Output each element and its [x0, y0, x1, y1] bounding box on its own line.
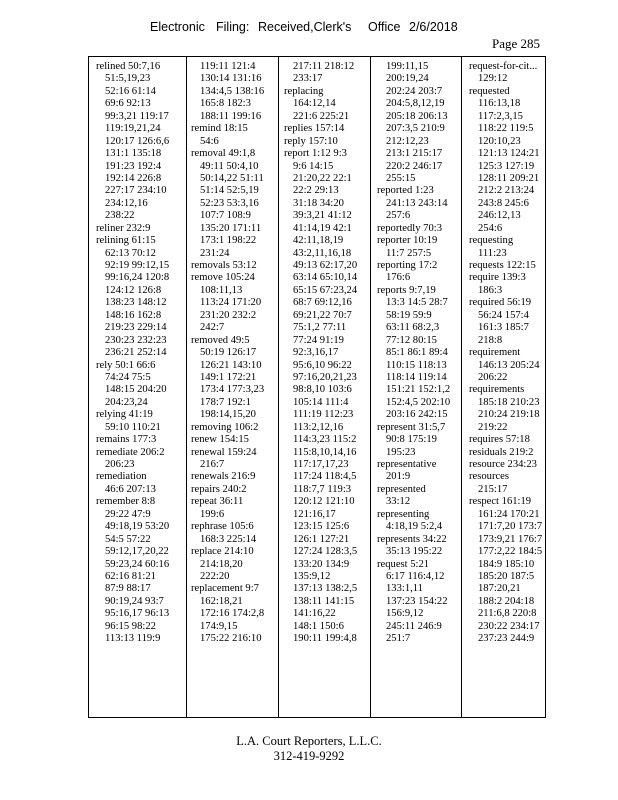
index-reference: 133:20 134:9 [293, 558, 350, 570]
index-reference: 233:17 [293, 73, 323, 85]
index-reference: 185:20 187:5 [478, 570, 535, 582]
index-reference: 162:18,21 [200, 595, 243, 607]
index-reference: 22:2 29:13 [293, 185, 339, 197]
index-reference: 114:3,23 115:2 [293, 434, 357, 446]
index-term: relined 50:7,16 [96, 61, 161, 72]
index-reference: 119:11 121:4 [200, 61, 256, 72]
index-reference: 137:13 138:2,5 [293, 583, 358, 595]
index-reference: 124:12 126:8 [105, 284, 162, 296]
index-reference: 204:23,24 [105, 396, 148, 408]
index-term: repeat 36:11 [191, 496, 244, 508]
index-reference: 213:1 215:17 [386, 148, 443, 160]
index-term: requesting [469, 235, 514, 247]
index-reference: 255:15 [386, 172, 416, 184]
index-term: remember 8:8 [96, 496, 156, 508]
index-reference: 135:9,12 [293, 570, 331, 582]
index-reference: 69:21,22 70:7 [293, 309, 352, 321]
stamp-word-filing: Filing: [216, 20, 250, 34]
index-reference: 173:4 177:3,23 [200, 384, 265, 396]
index-term: reporting 17:2 [377, 260, 438, 271]
index-reference: 118:14 119:14 [386, 371, 447, 383]
index-column-5 [469, 61, 547, 717]
index-reference: 210:24 219:18 [478, 409, 540, 421]
index-reference: 165:8 182:3 [200, 98, 251, 110]
index-term: reports 9:7,19 [377, 284, 436, 296]
index-reference: 59:23,24 60:16 [105, 558, 170, 570]
index-reference: 198:14,15,20 [200, 409, 256, 421]
index-reference: 115:8,10,14,16 [293, 446, 357, 458]
index-reference: 97:16,20,21,23 [293, 371, 357, 383]
index-reference: 111:19 112:23 [293, 409, 354, 421]
index-reference: 187:20,21 [478, 583, 521, 595]
index-term: replace 214:10 [191, 546, 254, 558]
index-reference: 216:7 [200, 459, 225, 470]
index-reference: 190:11 199:4,8 [293, 633, 357, 645]
index-reference: 172:16 174:2,8 [200, 608, 265, 620]
index-reference: 251:7 [386, 633, 411, 645]
column-divider [186, 57, 187, 717]
column-divider [461, 57, 462, 717]
index-reference: 188:11 199:16 [200, 110, 262, 122]
index-reference: 120:12 121:10 [293, 496, 355, 508]
index-reference: 214:18,20 [200, 558, 243, 570]
index-term: replacing [284, 85, 324, 97]
index-term: represented [377, 483, 426, 495]
index-reference: 111:23 [478, 247, 507, 259]
stamp-word-electronic: Electronic [150, 20, 205, 34]
index-reference: 222:20 [200, 570, 230, 582]
index-reference: 175:22 216:10 [200, 633, 262, 645]
word-index-box [88, 56, 546, 718]
index-reference: 131:1 135:18 [105, 148, 162, 160]
index-reference: 205:18 206:13 [386, 110, 448, 122]
index-reference: 96:15 98:22 [105, 620, 156, 632]
index-reference: 117:2,3,15 [478, 110, 523, 122]
index-reference: 151:21 152:1,2 [386, 384, 451, 396]
index-reference: 120:10,23 [478, 135, 521, 147]
index-reference: 49:11 50:4,10 [200, 160, 259, 172]
index-term: renew 154:15 [191, 434, 249, 446]
index-reference: 212:12,23 [386, 135, 429, 147]
index-term: replies 157:14 [284, 123, 345, 135]
index-term: renewal 159:24 [191, 446, 257, 458]
index-term: removal 49:1,8 [191, 148, 256, 160]
index-reference: 118:22 119:5 [478, 123, 534, 135]
index-term: represents 34:22 [377, 533, 447, 545]
index-reference: 126:1 127:21 [293, 533, 350, 545]
index-reference: 241:13 243:14 [386, 197, 448, 209]
index-reference: 148:16 162:8 [105, 309, 162, 321]
index-reference: 173:9,21 176:7 [478, 533, 543, 545]
index-reference: 237:23 244:9 [478, 633, 535, 645]
index-reference: 33:12 [386, 496, 411, 508]
index-reference: 87:9 88:17 [105, 583, 151, 595]
index-term: require 139:3 [469, 272, 526, 284]
index-reference: 59:10 110:21 [105, 421, 161, 433]
index-reference: 68:7 69:12,16 [293, 297, 352, 309]
index-reference: 201:9 [386, 471, 411, 483]
index-term: request 5:21 [377, 558, 430, 570]
index-reference: 63:14 65:10,14 [293, 272, 358, 284]
index-term: removing 106:2 [191, 421, 259, 433]
index-column-2 [191, 61, 281, 717]
index-reference: 148:15 204:20 [105, 384, 167, 396]
index-reference: 110:15 118:13 [386, 359, 447, 371]
index-reference: 206:22 [478, 371, 508, 383]
index-term: replacement 9:7 [191, 583, 259, 595]
index-reference: 206:23 [105, 459, 135, 470]
index-term: requested [469, 85, 510, 97]
index-term: relining 61:15 [96, 235, 156, 247]
index-reference: 129:12 [478, 73, 508, 85]
page-number: Page 285 [492, 36, 541, 51]
index-reference: 202:24 203:7 [386, 85, 443, 97]
index-reference: 204:5,8,12,19 [386, 98, 445, 110]
index-reference: 192:14 226:8 [105, 172, 162, 184]
index-reference: 54:6 [200, 135, 219, 147]
index-reference: 138:11 141:15 [293, 595, 355, 607]
index-term: representing [377, 508, 430, 520]
index-reference: 50:14,22 51:11 [200, 172, 264, 184]
index-term: representative [377, 459, 437, 470]
index-reference: 9:6 14:15 [293, 160, 334, 172]
index-reference: 195:23 [386, 446, 416, 458]
index-term: requirement [469, 347, 521, 359]
index-reference: 77:12 80:15 [386, 334, 437, 346]
index-term: reportedly 70:3 [377, 222, 443, 234]
index-reference: 231:24 [200, 247, 230, 259]
index-reference: 212:2 213:24 [478, 185, 535, 197]
index-reference: 168:3 225:14 [200, 533, 257, 545]
index-reference: 113:2,12,16 [293, 421, 344, 433]
index-term: reliner 232:9 [96, 222, 151, 234]
index-reference: 117:24 118:4,5 [293, 471, 357, 483]
index-reference: 95:6,10 96:22 [293, 359, 352, 371]
index-reference: 200:19,24 [386, 73, 429, 85]
index-column-3 [284, 61, 374, 717]
index-term: remind 18:15 [191, 123, 248, 135]
index-reference: 164:12,14 [293, 98, 336, 110]
index-term: requirements [469, 384, 525, 396]
index-reference: 211:6,8 220:8 [478, 608, 537, 620]
stamp-word-date: 2/6/2018 [409, 20, 458, 34]
index-reference: 95:16,17 96:13 [105, 608, 170, 620]
index-reference: 171:7,20 173:7 [478, 521, 543, 533]
index-reference: 118:7,7 119:3 [293, 483, 352, 495]
index-reference: 174:9,15 [200, 620, 238, 632]
index-reference: 39:3,21 41:12 [293, 210, 352, 222]
index-reference: 49:18,19 53:20 [105, 521, 170, 533]
index-reference: 242:7 [200, 322, 225, 334]
index-reference: 123:15 125:6 [293, 521, 350, 533]
stamp-word-received: Received,Clerk's [258, 20, 352, 34]
index-reference: 231:20 232:2 [200, 309, 257, 321]
index-reference: 63:11 68:2,3 [386, 322, 440, 334]
index-reference: 121:16,17 [293, 508, 336, 520]
index-reference: 217:11 218:12 [293, 61, 355, 72]
index-reference: 50:19 126:17 [200, 347, 257, 359]
index-reference: 52:16 61:14 [105, 85, 156, 97]
index-term: removed 49:5 [191, 334, 250, 346]
index-reference: 113:13 119:9 [105, 633, 161, 645]
index-reference: 11:7 257:5 [386, 247, 432, 259]
index-term: respect 161:19 [469, 496, 532, 508]
index-reference: 220:2 246:17 [386, 160, 443, 172]
index-reference: 178:7 192:1 [200, 396, 251, 408]
index-reference: 218:8 [478, 334, 503, 346]
index-term: residuals 219:2 [469, 446, 534, 458]
index-reference: 246:12,13 [478, 210, 521, 222]
index-term: repairs 240:2 [191, 483, 247, 495]
index-reference: 134:4,5 138:16 [200, 85, 265, 97]
index-reference: 99:3,21 119:17 [105, 110, 169, 122]
index-term: removals 53:12 [191, 260, 257, 271]
index-term: reply 157:10 [284, 135, 338, 147]
index-term: report 1:12 9:3 [284, 148, 347, 160]
index-reference: 137:23 154:22 [386, 595, 448, 607]
index-term: remains 177:3 [96, 434, 157, 446]
index-reference: 221:6 225:21 [293, 110, 350, 122]
index-reference: 41:14,19 42:1 [293, 222, 352, 234]
index-reference: 177:2,22 184:5 [478, 546, 543, 558]
index-reference: 125:3 127:19 [478, 160, 535, 172]
index-reference: 35:13 195:22 [386, 546, 443, 558]
index-term: remove 105:24 [191, 272, 255, 284]
index-reference: 128:11 209:21 [478, 172, 540, 184]
index-reference: 199:6 [200, 508, 225, 520]
index-reference: 6:17 116:4,12 [386, 570, 445, 582]
index-reference: 49:13 62:17,20 [293, 260, 358, 271]
index-term: rephrase 105:6 [191, 521, 254, 533]
index-reference: 90:8 175:19 [386, 434, 437, 446]
index-reference: 215:17 [478, 483, 508, 495]
index-term: remediation [96, 471, 147, 483]
index-term: represent 31:5,7 [377, 421, 446, 433]
index-reference: 236:21 252:14 [105, 347, 167, 359]
index-reference: 52:23 53:3,16 [200, 197, 259, 209]
index-reference: 99:16,24 120:8 [105, 272, 170, 284]
index-reference: 184:9 185:10 [478, 558, 535, 570]
index-reference: 29:22 47:9 [105, 508, 151, 520]
index-reference: 199:11,15 [386, 61, 429, 72]
index-reference: 130:14 131:16 [200, 73, 262, 85]
index-reference: 58:19 59:9 [386, 309, 432, 321]
index-term: rely 50:1 66:6 [96, 359, 156, 371]
index-reference: 207:3,5 210:9 [386, 123, 445, 135]
index-reference: 113:24 171:20 [200, 297, 262, 309]
index-reference: 156:9,12 [386, 608, 424, 620]
index-reference: 85:1 86:1 89:4 [386, 347, 448, 359]
index-reference: 51:14 52:5,19 [200, 185, 259, 197]
index-reference: 127:24 128:3,5 [293, 546, 358, 558]
footer-phone: 312-419-9292 [273, 749, 345, 763]
index-reference: 51:5,19,23 [105, 73, 151, 85]
index-reference: 173:1 198:22 [200, 235, 257, 247]
index-reference: 92:3,16,17 [293, 347, 339, 359]
index-reference: 108:11,13 [200, 284, 243, 296]
index-reference: 90:19,24 93:7 [105, 595, 164, 607]
index-reference: 105:14 111:4 [293, 396, 349, 408]
index-term: relying 41:19 [96, 409, 153, 421]
index-reference: 21:20,22 22:1 [293, 172, 352, 184]
index-term: reporter 10:19 [377, 235, 438, 247]
index-reference: 243:8 245:6 [478, 197, 529, 209]
index-reference: 31:18 34:20 [293, 197, 344, 209]
index-term: reported 1:23 [377, 185, 434, 197]
index-reference: 230:22 234:17 [478, 620, 540, 632]
index-reference: 245:11 246:9 [386, 620, 442, 632]
index-term: resource 234:23 [469, 459, 537, 470]
index-reference: 176:6 [386, 272, 411, 284]
index-reference: 98:8,10 103:6 [293, 384, 352, 396]
column-divider [370, 57, 371, 717]
index-reference: 234:12,16 [105, 197, 148, 209]
index-reference: 186:3 [478, 284, 503, 296]
index-reference: 238:22 [105, 210, 135, 222]
index-reference: 120:17 126:6,6 [105, 135, 170, 147]
index-term: resources [469, 471, 510, 483]
index-reference: 62:13 70:12 [105, 247, 156, 259]
index-column-4 [377, 61, 467, 717]
index-reference: 230:23 232:23 [105, 334, 167, 346]
index-reference: 4:18,19 5:2,4 [386, 521, 443, 533]
index-reference: 138:23 148:12 [105, 297, 167, 309]
index-reference: 65:15 67:23,24 [293, 284, 358, 296]
index-reference: 107:7 108:9 [200, 210, 251, 222]
index-reference: 257:6 [386, 210, 411, 222]
index-reference: 92:19 99:12,15 [105, 260, 170, 271]
index-term: required 56:19 [469, 297, 532, 309]
index-reference: 62:16 81:21 [105, 570, 156, 582]
index-reference: 43:2,11,16,18 [293, 247, 352, 259]
index-reference: 116:13,18 [478, 98, 521, 110]
index-term: remediate 206:2 [96, 446, 165, 458]
index-term: request-for-cit... [469, 61, 538, 72]
index-reference: 54:5 57:22 [105, 533, 151, 545]
index-reference: 191:23 192:4 [105, 160, 162, 172]
index-reference: 219:23 229:14 [105, 322, 167, 334]
index-reference: 135:20 171:11 [200, 222, 262, 234]
index-reference: 121:13 124:21 [478, 148, 540, 160]
index-reference: 74:24 75:5 [105, 371, 151, 383]
stamp-word-office: Office [368, 20, 401, 34]
index-reference: 77:24 91:19 [293, 334, 344, 346]
index-reference: 227:17 234:10 [105, 185, 167, 197]
index-reference: 75:1,2 77:11 [293, 322, 347, 334]
index-term: requires 57:18 [469, 434, 530, 446]
footer-company: L.A. Court Reporters, L.L.C. [236, 734, 382, 748]
index-reference: 42:11,18,19 [293, 235, 344, 247]
index-reference: 161:3 185:7 [478, 322, 529, 334]
index-reference: 146:13 205:24 [478, 359, 540, 371]
index-reference: 152:4,5 202:10 [386, 396, 451, 408]
index-column-1 [96, 61, 186, 717]
index-reference: 219:22 [478, 421, 508, 433]
index-reference: 13:3 14:5 28:7 [386, 297, 448, 309]
index-reference: 203:16 242:15 [386, 409, 448, 421]
index-reference: 69:6 92:13 [105, 98, 151, 110]
index-term: requests 122:15 [469, 260, 536, 271]
index-reference: 254:6 [478, 222, 503, 234]
index-reference: 59:12,17,20,22 [105, 546, 169, 558]
index-reference: 141:16,22 [293, 608, 336, 620]
index-reference: 46:6 207:13 [105, 483, 156, 495]
index-reference: 161:24 170:21 [478, 508, 540, 520]
index-reference: 188:2 204:18 [478, 595, 535, 607]
index-term: renewals 216:9 [191, 471, 256, 483]
index-reference: 148:1 150:6 [293, 620, 344, 632]
index-reference: 185:18 210:23 [478, 396, 540, 408]
column-divider [278, 57, 279, 717]
index-reference: 126:21 143:10 [200, 359, 262, 371]
index-reference: 133:1,11 [386, 583, 423, 595]
index-reference: 149:1 172:21 [200, 371, 257, 383]
index-reference: 117:17,17,23 [293, 459, 349, 470]
index-reference: 56:24 157:4 [478, 309, 529, 321]
index-reference: 119:19,21,24 [105, 123, 161, 135]
